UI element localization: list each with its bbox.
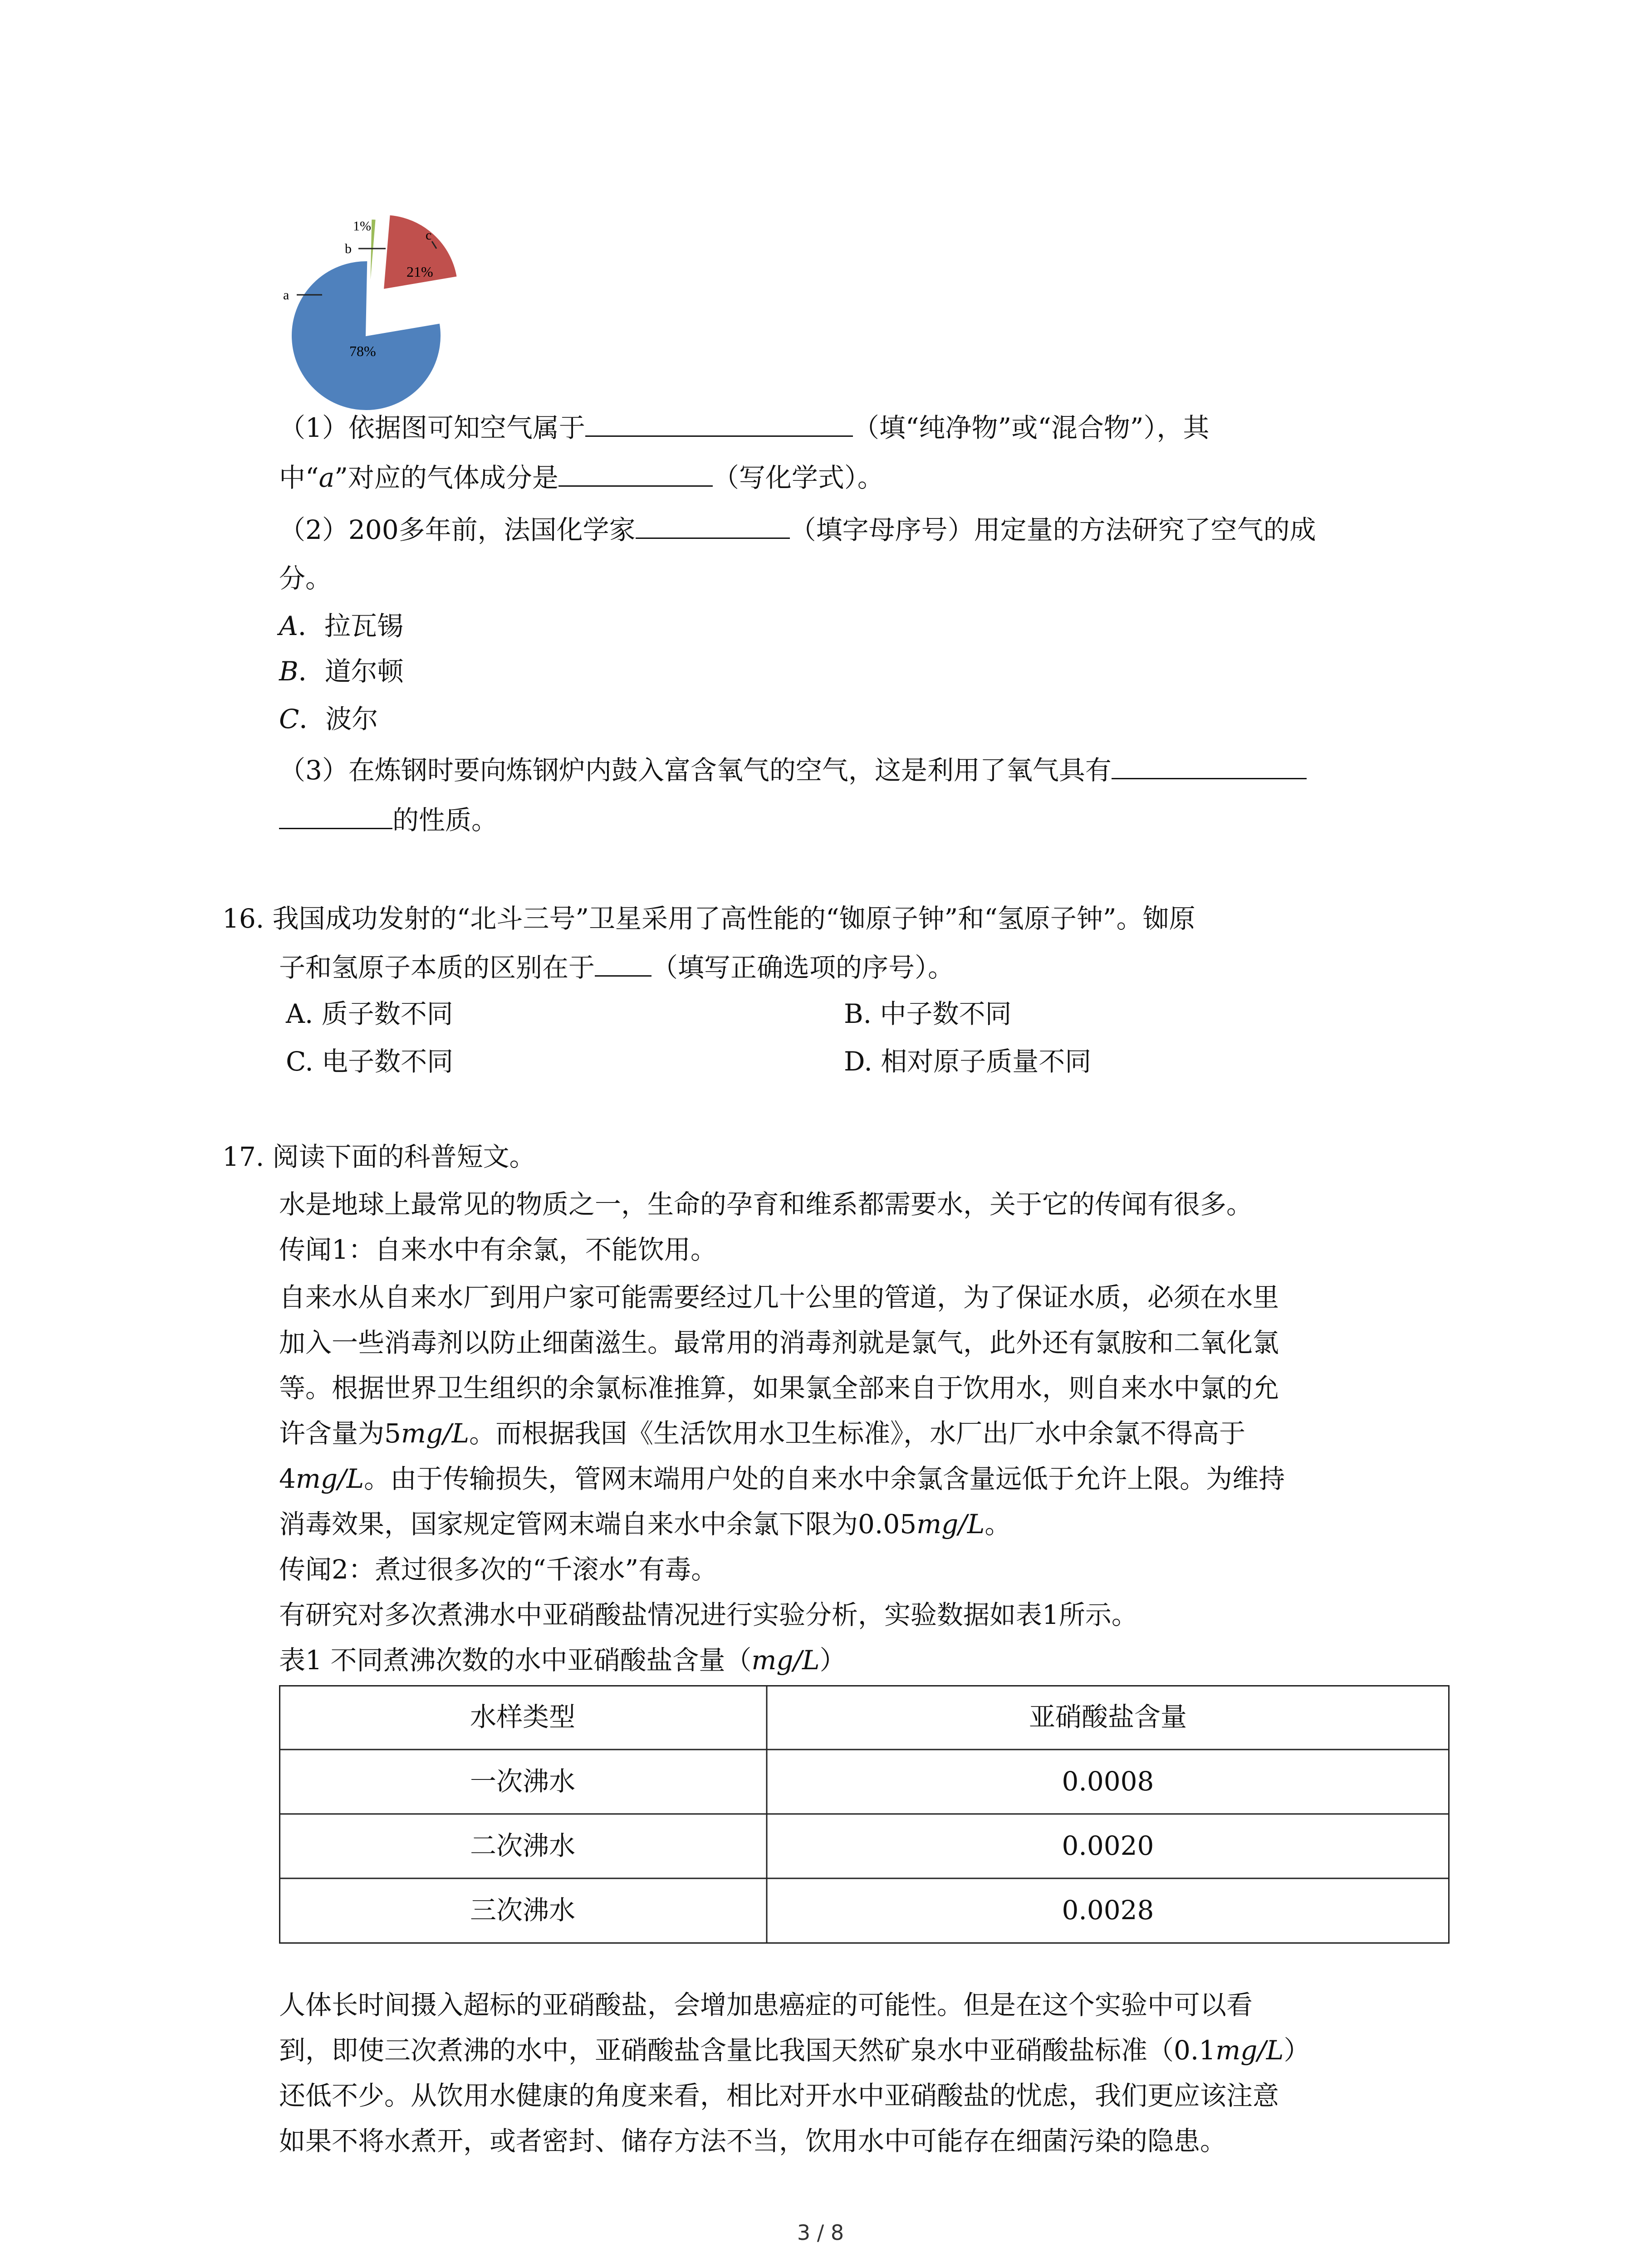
- nitrite-table: [279, 1685, 1450, 1944]
- answer-blank-formula[interactable]: [558, 458, 713, 487]
- pie-value-a: 78%: [349, 343, 376, 359]
- unit-mg-per-l: mg/L: [751, 1645, 820, 1676]
- q15-part1-line1: [279, 408, 1210, 446]
- q15-option-a[interactable]: [279, 608, 403, 644]
- q15-part3-line2: [279, 801, 498, 838]
- q16-stem-line2: [279, 948, 954, 986]
- table-caption: [279, 1642, 846, 1678]
- q17-rumor-1: 传闻1：自来水中有余氯，不能饮用。: [279, 1234, 717, 1265]
- q17-l9-text-b: 。: [985, 1509, 1011, 1540]
- pie-value-b: 1%: [353, 219, 371, 234]
- q15-p2-text-a: （2）200多年前，法国化学家: [279, 514, 636, 545]
- q17-paragraph-line: [279, 1415, 1245, 1452]
- pie-label-c: c: [426, 228, 432, 243]
- unit-mg-per-l: mg/L: [295, 1463, 364, 1494]
- q17-paragraph-line: [279, 1506, 1011, 1542]
- q15-option-b-text: ．道尔顿: [298, 656, 404, 687]
- table-cell-value: 0.0008: [1062, 1766, 1154, 1797]
- pie-label-a: a: [283, 288, 289, 303]
- q15-p3-text-a: （3）在炼钢时要向炼钢炉内鼓入富含氧气的空气，这是利用了氧气具有: [279, 755, 1112, 786]
- answer-blank-property-1[interactable]: [1112, 751, 1307, 779]
- answer-blank-property-2[interactable]: [279, 801, 392, 829]
- q16-stem-line1: 16. 我国成功发射的“北斗三号”卫星采用了高性能的“铷原子钟”和“氢原子钟”。铷原: [222, 903, 1195, 934]
- q15-part1-line2: [279, 458, 884, 496]
- q15-var-a: a: [318, 462, 335, 493]
- q17-paragraph-line: 自来水从自来水厂到用户家可能需要经过几十公里的管道，为了保证水质，必须在水里: [279, 1282, 1279, 1313]
- q15-p1-text-a: （1）依据图可知空气属于: [279, 412, 585, 443]
- pie-slices: [291, 215, 457, 411]
- q15-p1-text-d: ”对应的气体成分是: [334, 462, 558, 493]
- q17-l7-text-a: 许含量为5: [279, 1418, 401, 1449]
- unit-mg-per-l: mg/L: [916, 1509, 985, 1540]
- q16-option-d[interactable]: D. 相对原子质量不同: [844, 1046, 1092, 1077]
- q15-part3-line1: [279, 751, 1307, 788]
- q17-paragraph-line: 人体长时间摄入超标的亚硝酸盐，会增加患癌症的可能性。但是在这个实验中可以看: [279, 1989, 1253, 2020]
- q17-paragraph-line: [279, 1461, 1285, 1497]
- q17-l9-text-a: 消毒效果，国家规定管网末端自来水中余氯下限为0.05: [279, 1509, 917, 1540]
- q17-paragraph-line: 水是地球上最常见的物质之一，生命的孕育和维系都需要水，关于它的传闻有很多。: [279, 1189, 1253, 1220]
- unit-mg-per-l: mg/L: [401, 1418, 470, 1449]
- q15-option-b[interactable]: [279, 653, 404, 689]
- q15-p1-text-c: 中“: [279, 462, 319, 493]
- table-caption-text-b: ）: [819, 1645, 846, 1676]
- air-composition-pie-chart: [272, 209, 490, 422]
- table-caption-text-a: 表1 不同煮沸次数的水中亚硝酸盐含量（: [279, 1645, 752, 1676]
- table-cell-sample: 二次沸水: [470, 1830, 576, 1861]
- q16-stem-text-a: 子和氢原子本质的区别在于: [279, 952, 595, 983]
- q16-option-b[interactable]: B. 中子数不同: [844, 998, 1012, 1029]
- q15-option-c-text: ．波尔: [299, 704, 378, 734]
- q17-l8-text-b: 。由于传输损失，管网末端用户处的自来水中余氯含量远低于允许上限。为维持: [364, 1463, 1285, 1494]
- q17-a2-text-b: ）: [1283, 2035, 1310, 2066]
- q17-title: 17. 阅读下面的科普短文。: [222, 1141, 536, 1172]
- q17-paragraph-line: 等。根据世界卫生组织的余氯标准推算，如果氯全部来自于饮用水，则自来水中氯的允: [279, 1373, 1279, 1403]
- q15-p1-text-e: （写化学式）。: [712, 462, 884, 493]
- answer-blank-air-type[interactable]: [585, 408, 853, 437]
- table-cell-sample: 一次沸水: [470, 1766, 576, 1797]
- table-cell-sample: 三次沸水: [470, 1895, 576, 1926]
- answer-blank-q16[interactable]: [595, 948, 652, 977]
- table-header-sample: 水样类型: [470, 1701, 576, 1732]
- q16-stem-text-b: （填写正确选项的序号）。: [652, 952, 955, 983]
- q17-a2-text-a: 到，即使三次煮沸的水中，亚硝酸盐含量比我国天然矿泉水中亚硝酸盐标准（0.1: [279, 2035, 1216, 2066]
- q15-p2-text-b: （填字母序号）用定量的方法研究了空气的成: [789, 514, 1316, 545]
- q17-paragraph-line: [279, 2032, 1310, 2068]
- q17-paragraph-line: 如果不将水煮开，或者密封、储存方法不当，饮用水中可能存在细菌污染的隐患。: [279, 2126, 1227, 2156]
- q15-option-a-text: ．拉瓦锡: [298, 611, 403, 641]
- q15-part2-line2: 分。: [279, 563, 332, 594]
- answer-blank-chemist[interactable]: [636, 510, 790, 539]
- table-header-nitrite: 亚硝酸盐含量: [1029, 1701, 1187, 1732]
- q15-p3-text-b: 的性质。: [392, 805, 498, 836]
- q15-option-c[interactable]: [279, 701, 378, 737]
- table-cell-value: 0.0020: [1062, 1830, 1154, 1861]
- q16-option-c[interactable]: C. 电子数不同: [286, 1046, 454, 1077]
- q17-rumor-2: 传闻2：煮过很多次的“千滚水”有毒。: [279, 1554, 718, 1585]
- q17-paragraph-line: 有研究对多次煮沸水中亚硝酸盐情况进行实验分析，实验数据如表1所示。: [279, 1599, 1138, 1630]
- q15-option-c-letter: C: [279, 704, 299, 734]
- pie-label-b: b: [345, 241, 352, 256]
- q17-l7-text-b: 。而根据我国《生活饮用水卫生标准》，水厂出厂水中余氯不得高于: [469, 1418, 1246, 1449]
- table-cell-value: 0.0028: [1062, 1895, 1154, 1926]
- q15-part2-line1: [279, 510, 1316, 548]
- unit-mg-per-l: mg/L: [1215, 2035, 1284, 2066]
- q15-p1-text-b: （填“纯净物”或“混合物”），其: [852, 412, 1210, 443]
- q15-option-b-letter: B: [279, 656, 299, 687]
- q17-paragraph-line: 还低不少。从饮用水健康的角度来看，相比对开水中亚硝酸盐的忧虑，我们更应该注意: [279, 2080, 1279, 2111]
- pie-value-c: 21%: [407, 264, 433, 280]
- q17-l8-text-a: 4: [279, 1463, 296, 1494]
- q15-option-a-letter: A: [279, 611, 298, 641]
- q16-option-a[interactable]: A. 质子数不同: [286, 998, 453, 1029]
- page-number: 3 / 8: [797, 2220, 844, 2245]
- q17-paragraph-line: 加入一些消毒剂以防止细菌滋生。最常用的消毒剂就是氯气，此外还有氯胺和二氧化氯: [279, 1327, 1279, 1358]
